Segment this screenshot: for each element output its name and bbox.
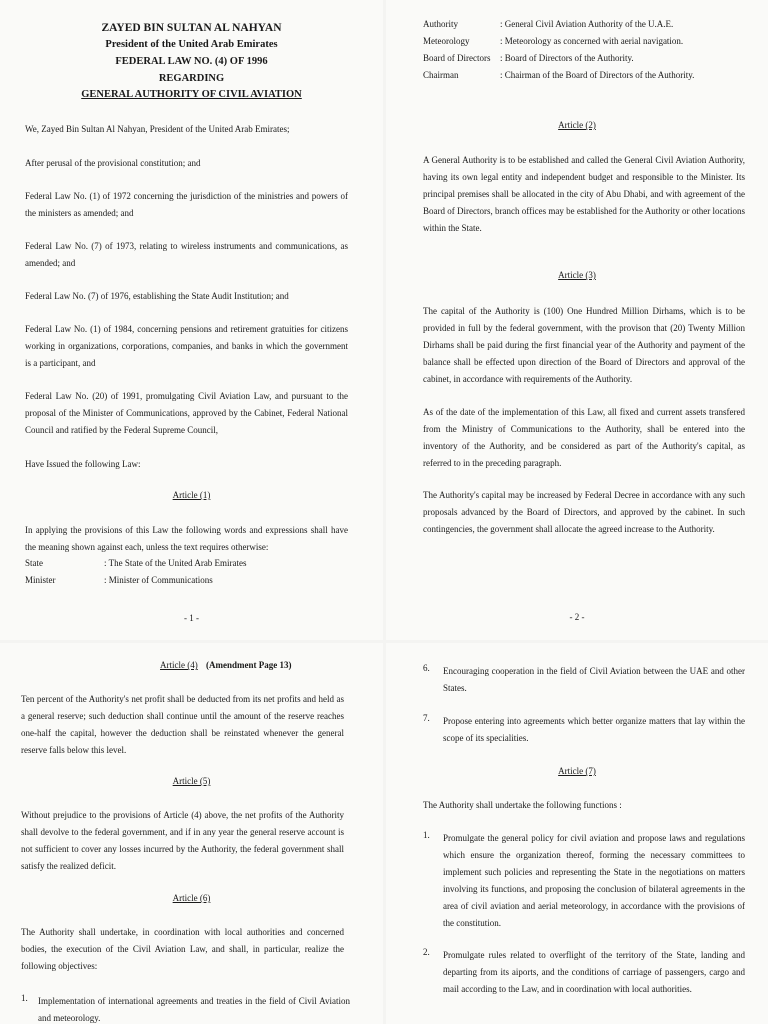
list-item-number: 6.: [423, 663, 430, 673]
list-item-text: Propose entering into agreements which better organize matters that lay within the scope of its specialities.: [443, 716, 745, 743]
definition-text: : Chairman of the Board of Directors of the Authority.: [500, 70, 695, 80]
list-item-text: Implementation of international agreements and treaties in the field of Civil Aviation and meteorology.: [38, 996, 350, 1023]
article-3-paragraph: The Authority's capital may be increased by Federal Decree in accordance with any such proposals advanced by the Board of Directors, and approved by the cabinet. In such contingencies, the government shall allocate the agreed increase to the Authority.: [423, 490, 745, 534]
page-number: - 1 -: [184, 613, 199, 623]
article-6-text: The Authority shall undertake, in coordination with local authorities and concerned bodies, the execution of the Civil Aviation Law, and shall, in particular, realize the following objectives:: [21, 927, 344, 971]
article-4-heading-line: [160, 660, 291, 670]
definition-term: Board of Directors: [423, 53, 491, 63]
definition-term: Meteorology: [423, 36, 470, 46]
page-number: - 2 -: [569, 612, 585, 622]
header-title: President of the United Arab Emirates: [105, 39, 278, 50]
preamble-paragraph: Federal Law No. (20) of 1991, promulgating Civil Aviation Law, and pursuant to the proposal of the Minister of Communications, approved by the Cabinet, Federal National Council and ratified by the Federal Supreme Council,: [25, 391, 348, 435]
definition-term: Minister: [25, 575, 56, 585]
list-item-text: Encouraging cooperation in the field of Civil Aviation between the UAE and other States.: [443, 666, 745, 693]
document-page-4: [386, 643, 768, 1024]
header-subject: GENERAL AUTHORITY OF CIVIL AVIATION: [81, 89, 302, 100]
article-6-heading: Article (6): [172, 893, 211, 903]
article-5-text: Without prejudice to the provisions of Article (4) above, the net profits of the Authority shall devolve to the federal government, and if in any year the general reserve account is not sufficient to cover any losses incurred by the Authority, the federal government shall satisfy the realized deficit.: [21, 810, 344, 871]
amendment-note: (Amendment Page 13): [205, 660, 292, 670]
definition-text: : General Civil Aviation Authority of the U.A.E.: [500, 19, 674, 29]
definition-text: : Minister of Communications: [104, 575, 213, 585]
article-3-heading: Article (3): [558, 270, 596, 280]
header-name: ZAYED BIN SULTAN AL NAHYAN: [101, 22, 282, 34]
article-7-text: The Authority shall undertake the following functions :: [423, 800, 622, 810]
article-5-heading: Article (5): [172, 776, 211, 786]
preamble-paragraph: Federal Law No. (1) of 1972 concerning the jurisdiction of the ministries and powers of the ministers as amended; and: [25, 191, 348, 218]
preamble-paragraph: Federal Law No. (1) of 1984, concerning pensions and retirement gratuities for citizens working in organizations, corporations, companies, and banks in which the government is a participant, and: [25, 324, 348, 368]
article-2-heading: Article (2): [558, 120, 596, 130]
article-7-heading: Article (7): [558, 766, 596, 776]
function-item-text: Promulgate rules related to overflight of the territory of the State, landing and departing from its aiports, and the conditions of carriage of passengers, cargo and mail according to the Law, and in coordination with local authorities.: [443, 950, 745, 994]
article-3-paragraph: The capital of the Authority is (100) One Hundred Million Dirhams, which is to be provided in full by the federal government, with the provison that (20) Twenty Million Dirhams shall be paid during the first financial year of the Authority and payment of the balance shall be effected upon direction of the Board of Directors and approval of the cabinet, in accordance with requirements of the Authority.: [423, 306, 745, 384]
article-4-heading: Article (4): [160, 660, 198, 670]
list-item-number: 7.: [423, 713, 430, 723]
list-item-number: 1.: [21, 993, 28, 1003]
definition-term: Chairman: [423, 70, 459, 80]
definition-text: : Meteorology as concerned with aerial navigation.: [500, 36, 684, 46]
document-page-3: [0, 643, 383, 1024]
preamble-paragraph: After perusal of the provisional constitution; and: [25, 158, 201, 168]
definition-text: : The State of the United Arab Emirates: [104, 558, 247, 568]
article-3-paragraph: As of the date of the implementation of this Law, all fixed and current assets transfered from the Ministry of Communications to the Authority, shall be entered into the inventory of the Authority, and be considered as part of the Authority's capital, as referred to in the preceding paragraph.: [423, 407, 745, 468]
definition-text: : Board of Directors of the Authority.: [500, 53, 634, 63]
definition-term: State: [25, 558, 43, 568]
article-4-text: Ten percent of the Authority's net profit shall be deducted from its net profits and held as a general reserve; such deduction shall continue until the amount of the reserve reaches one-half the capital, however the deduction shall be reinstated whenever the general reserve falls below this level.: [21, 694, 344, 755]
header-regarding: REGARDING: [158, 73, 225, 84]
article-1-heading: Article (1): [172, 490, 211, 500]
document-page-2: [386, 0, 768, 640]
article-2-text: A General Authority is to be established and called the General Civil Aviation Authority, having its own legal entity and independent budget and responsible to the Minister. Its principal premises shall be allocated in the city of Abu Dhabi, and with agreement of the Board of Directors, branch offices may be established for the Authority or other locations within the State.: [423, 155, 745, 233]
header-law-number: FEDERAL LAW NO. (4) OF 1996: [115, 56, 268, 67]
article-1-text: In applying the provisions of this Law the following words and expressions shall have the meaning shown against each, unless the text requires otherwise:: [25, 525, 348, 552]
function-item-text: Promulgate the general policy for civil aviation and propose laws and regulations which ensure the organization thereof, forming the necessary committees to implement such policies and representing the State in the negotiations on matters involving its functions, and proposing the conclusion of bilateral agreements in the area of civil aviation and aerial meteorology, in accordance with the provisions of the constitution.: [443, 833, 745, 928]
function-item-number: 1.: [423, 830, 430, 840]
preamble-paragraph: Federal Law No. (7) of 1973, relating to wireless instruments and communications, as amended; and: [25, 241, 348, 268]
preamble-paragraph: Have Issued the following Law:: [25, 459, 141, 469]
definition-term: Authority: [423, 19, 458, 29]
preamble-paragraph: We, Zayed Bin Sultan Al Nahyan, President of the United Arab Emirates;: [25, 124, 290, 134]
function-item-number: 2.: [423, 947, 430, 957]
document-page-1: [0, 0, 383, 640]
preamble-paragraph: Federal Law No. (7) of 1976, establishing the State Audit Institution; and: [25, 291, 289, 301]
